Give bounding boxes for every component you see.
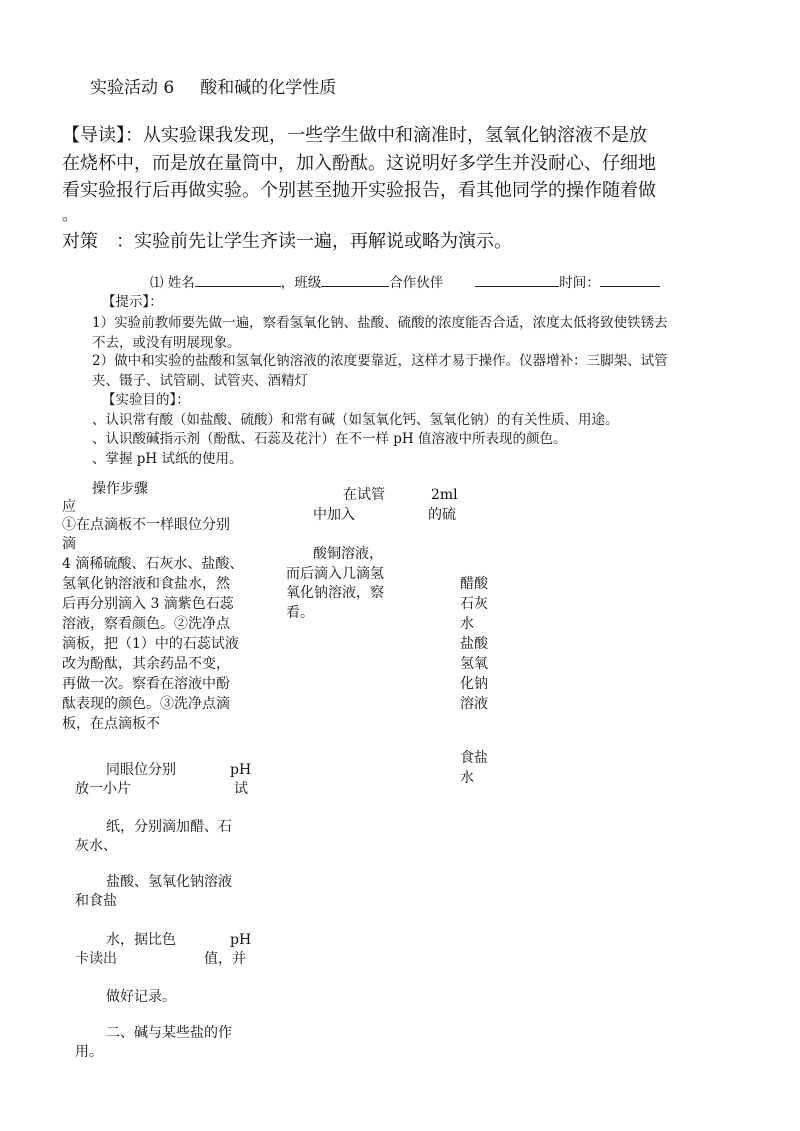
steps-line: 滴板，把（1）中的石蕊试液 [62,636,239,652]
steps-line: 改为酚酞，其余药品不变， [62,656,230,672]
steps-line: 和食盐 [75,893,117,909]
steps-line: 再做一次。察看在溶液中酚 [62,676,230,692]
steps-line: 试 [234,781,248,797]
steps-line: 做好记录。 [106,989,176,1005]
tips-line-2: 不去，或没有明展现象。 [92,335,241,351]
goals-heading: 【实验目的】： [102,392,190,408]
name-field[interactable] [195,272,281,287]
right-line: 氢氧 [460,656,488,672]
steps-line: 溶液，察看颜色。②洗净点 [62,616,230,632]
steps-line: pH [230,762,252,778]
strategy-line: 对策 ：实验前先让学生齐读一遍，再解说或略为演示。 [62,231,512,252]
goals-line-1: 、认识常有酸（如盐酸、硫酸）和常有碱（如氢氧化钙、氢氧化钠）的有关性质、用途。 [92,412,619,428]
steps-line: 用。 [75,1044,103,1060]
steps-line: 氢氧化钠溶液和食盐水，然 [62,576,230,592]
activity-topic: 酸和碱的化学性质 [200,78,337,98]
name-label: 姓名 [167,275,195,291]
steps-line: 后再分别滴入 3 滴紫色石蕊 [62,596,234,612]
right-line: 水 [460,616,474,632]
document-title [90,73,336,98]
partner-field[interactable] [475,272,559,287]
tips-heading: 【提示】： [102,294,163,310]
goals-line-3: 、掌握 pH 试纸的使用。 [92,451,243,467]
steps-line: pH [230,932,252,948]
right-line: 盐酸 [460,636,488,652]
form-number: ⑴ [150,275,164,291]
middle-line: 而后滴入几滴氢 [286,566,384,582]
steps-heading: 操作步骤 [92,481,148,497]
tips-line-3: 2）做中和实验的盐酸和氢氧化钠溶液的浓度要靠近，这样才易于操作。仪器增补：三脚架、试管 [92,353,668,369]
steps-line: 应 [62,499,76,515]
middle-line: 看。 [286,605,314,621]
intro-line-2: 在烧杯中，而是放在量筒中，加入酚酞。这说明好多学生并没耐心、仔细地 [62,153,656,174]
steps-line: 板，在点滴板不 [62,716,160,732]
intro-line-1: 【导读】：从实验课我发现，一些学生做中和滴准时，氢氧化钠溶液不是放 [62,125,647,146]
class-field[interactable] [321,272,389,287]
right-line: 食盐 [460,750,488,766]
steps-line: 值，并 [204,951,246,967]
steps-line: 纸，分别滴加醋、石 [106,819,232,835]
form-line [150,272,660,293]
middle-line: 2ml [431,487,458,503]
steps-line: 灰水、 [75,838,117,854]
steps-line: 酞表现的颜色。③洗净点滴 [62,696,230,712]
steps-line: 滴 [62,536,76,552]
time-label: 时间： [559,275,600,291]
intro-line-3: 看实验报行后再做实验。个别甚至抛开实验报告，看其他同学的操作随着做 [62,180,656,201]
class-label: ，班级 [280,275,322,291]
partner-label: 合作伙伴 [389,275,444,291]
right-line: 水 [460,770,474,786]
right-line: 溶液 [460,696,488,712]
steps-line: 卡读出 [75,951,117,967]
steps-line: 水，据比色 [106,932,176,948]
middle-line: 氧化钠溶液，察 [286,585,384,601]
tips-line-4: 夹、镊子、试管刷、试管夹、酒精灯 [92,373,308,389]
steps-line: 盐酸、氢氧化钠溶液 [106,874,232,890]
middle-line: 的硫 [428,507,456,523]
steps-line: 放一小片 [75,781,131,797]
steps-line: 4 滴稀硫酸、石灰水、盐酸、 [62,556,244,572]
time-field[interactable] [600,272,660,287]
right-line: 化钠 [460,676,488,692]
tips-line-1: 1）实验前教师要先做一遍，察看氢氧化钠、盐酸、硫酸的浓度能否合适，浓度太低将致使铁锈去 [92,315,668,331]
middle-line: 中加入 [313,507,355,523]
goals-line-2: 、认识酸碱指示剂（酚酞、石蕊及花汁）在不一样 pH 值溶液中所表现的颜色。 [92,431,567,447]
right-line: 石灰 [460,596,488,612]
middle-line: 在试管 [343,487,385,503]
steps-line: 二、碱与某些盐的作 [106,1025,232,1041]
right-line: 醋酸 [460,576,488,592]
middle-line: 酸铜溶液， [313,546,383,562]
activity-number: 实验活动 6 [90,78,175,98]
intro-line-4: 。 [62,205,79,224]
steps-line: 同眼位分别 [106,762,176,778]
steps-line: ①在点滴板不一样眼位分别 [62,517,230,533]
